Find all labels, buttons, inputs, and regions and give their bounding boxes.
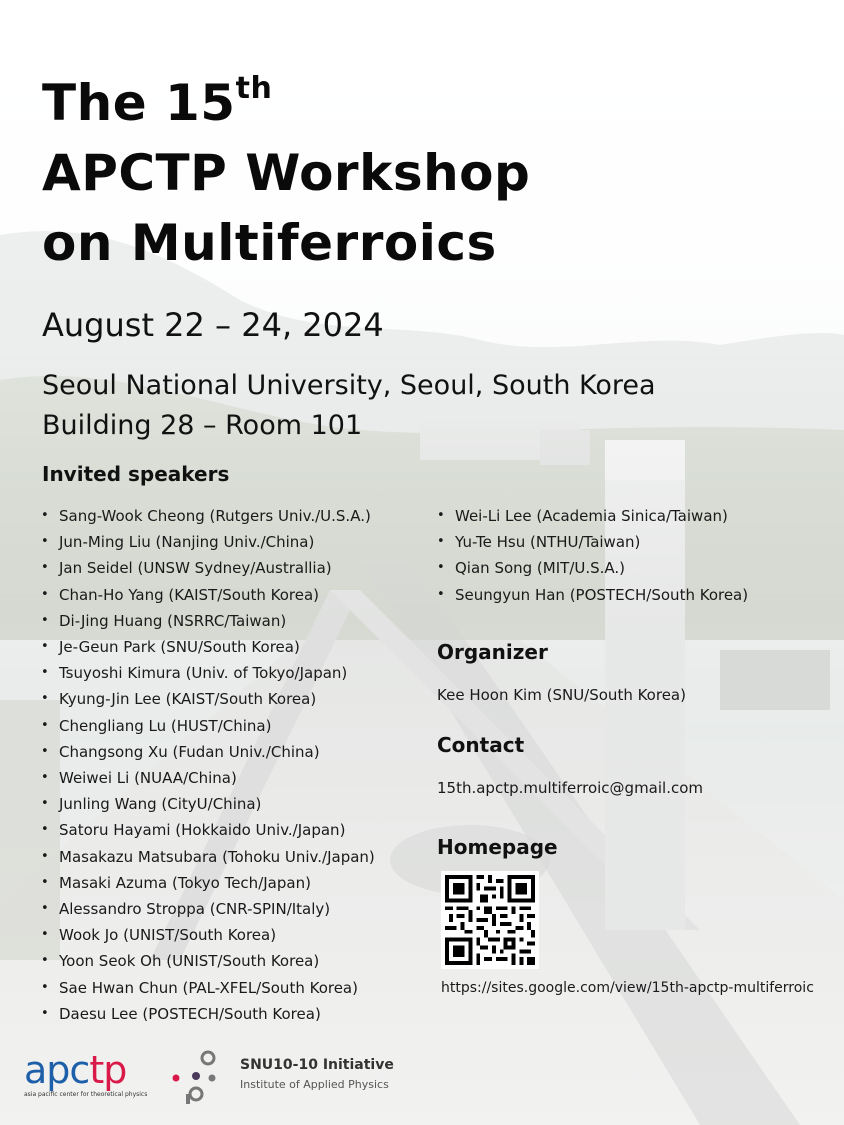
snu-initiative-logo [172,1050,392,1105]
venue-line-1: Seoul National University, Seoul, South Korea [42,370,656,401]
venue [42,366,656,446]
speaker-item: • Chengliang Lu (HUST/China) [41,713,375,739]
speaker-item: • Daesu Lee (POSTECH/South Korea) [41,1001,375,1027]
homepage-url-link[interactable]: https://sites.google.com/view/15th-apctp-multiferroic [441,980,814,996]
speaker-item: • Kyung-Jin Lee (KAIST/South Korea) [41,686,375,712]
title-line-3: on Multiferroics [42,214,497,272]
speaker-item: • Sae Hwan Chun (PAL-XFEL/South Korea) [41,975,375,1001]
speaker-item: • Tsuyoshi Kimura (Univ. of Tokyo/Japan) [41,660,375,686]
workshop-title [42,68,530,278]
contact-heading: Contact [437,733,525,757]
speaker-item: • Wei-Li Lee (Academia Sinica/Taiwan) [437,503,748,529]
speaker-item: • Sang-Wook Cheong (Rutgers Univ./U.S.A.) [41,503,375,529]
speaker-item: • Changsong Xu (Fudan Univ./China) [41,739,375,765]
speaker-list-right [437,503,748,608]
apctp-tagline: asia pacific center for theoretical physics [24,1091,148,1098]
title-line-1 [42,68,530,138]
speaker-item: • Jan Seidel (UNSW Sydney/Australlia) [41,555,375,581]
apctp-logo [24,1050,148,1100]
speaker-item: • Alessandro Stroppa (CNR-SPIN/Italy) [41,896,375,922]
speaker-item: • Masakazu Matsubara (Tohoku Univ./Japan) [41,844,375,870]
speaker-item: • Chan-Ho Yang (KAIST/South Korea) [41,582,375,608]
speaker-list-left [41,503,375,1027]
apctp-wordmark-apc: apc [24,1048,90,1092]
speaker-item: • Wook Jo (UNIST/South Korea) [41,922,375,948]
apctp-wordmark-tp: tp [89,1048,127,1092]
title-line-1-text: The 15 [42,74,236,132]
snu-initiative-title: SNU10-10 Initiative [240,1057,394,1073]
speaker-item: • Satoru Hayami (Hokkaido Univ./Japan) [41,817,375,843]
speaker-item: • Weiwei Li (NUAA/China) [41,765,375,791]
speaker-item: • Masaki Azuma (Tokyo Tech/Japan) [41,870,375,896]
speaker-item: • Qian Song (MIT/U.S.A.) [437,555,748,581]
invited-speakers-heading: Invited speakers [42,462,230,486]
speaker-item: • Jun-Ming Liu (Nanjing Univ./China) [41,529,375,555]
speaker-item: • Seungyun Han (POSTECH/South Korea) [437,582,748,608]
speaker-item: • Je-Geun Park (SNU/South Korea) [41,634,375,660]
venue-line-2: Building 28 – Room 101 [42,410,363,441]
contact-email[interactable]: 15th.apctp.multiferroic@gmail.com [437,779,704,797]
organizer-name: Kee Hoon Kim (SNU/South Korea) [437,686,686,704]
snu-mark-icon [172,1050,222,1105]
workshop-date: August 22 – 24, 2024 [42,306,384,344]
apctp-wordmark [24,1050,148,1090]
title-line-2: APCTP Workshop [42,144,531,202]
snu-initiative-subtitle: Institute of Applied Physics [240,1078,389,1091]
qr-code-icon[interactable] [441,871,539,969]
speaker-item: • Yoon Seok Oh (UNIST/South Korea) [41,948,375,974]
title-superscript: th [235,71,273,106]
speaker-item: • Junling Wang (CityU/China) [41,791,375,817]
organizer-heading: Organizer [437,640,548,664]
speaker-item: • Yu-Te Hsu (NTHU/Taiwan) [437,529,748,555]
homepage-heading: Homepage [437,835,558,859]
speaker-item: • Di-Jing Huang (NSRRC/Taiwan) [41,608,375,634]
